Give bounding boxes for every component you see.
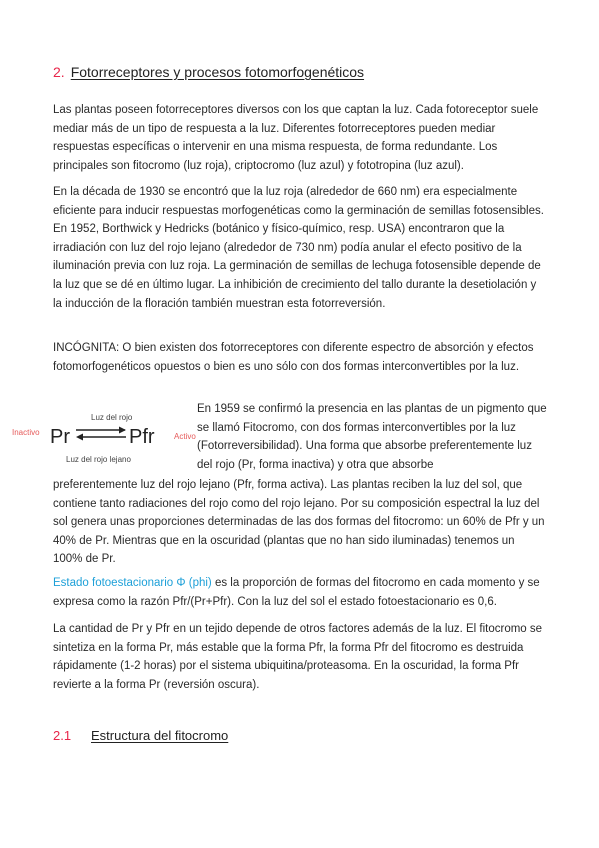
far-red-light-label: Luz del rojo lejano xyxy=(66,455,131,464)
subsection-title: Estructura del fitocromo xyxy=(91,728,229,743)
subsection-number: 2.1 xyxy=(53,728,72,743)
paragraph-incognita: INCÓGNITA: O bien existen dos fotorreceptores con diferente espectro de absorción y efectos fotomorfogenéticos opuestos o bien es uno sólo con dos formas interconvertibles por la luz. xyxy=(53,342,534,373)
photostationary-definition: es la proporción de formas del fitocromo en cada momento y se expresa como la razón Pfr/(Pr+Pfr). Con la luz del sol el estado fotoestacionario es 0,6. xyxy=(53,577,540,608)
forward-arrow-icon xyxy=(76,427,126,434)
paragraph-history: En la década de 1930 se encontró que la luz roja (alrededor de 660 nm) era especialmente eficiente para inducir respuestas morfogenéticas como la germinación de semillas fotosensibles. En 1952, Borthwick y Hedricks (botánico y físico-químico, resp. USA) encontraron que la irradiación con luz del rojo lejano (alrededor de 730 nm) podía anular el efecto positivo de la iluminación previa con luz roja. La germinación de semillas de lechuga fotosensible depende de la luz que se dé en último lugar. La inhibición de crecimiento del tallo durante la desetiolación y la inducción de la floración también muestran esta fotorreversión. xyxy=(53,186,544,310)
section-heading xyxy=(53,64,364,80)
red-light-label: Luz del rojo xyxy=(91,413,133,422)
section-number: 2. xyxy=(53,64,65,80)
pfr-form-label: Pfr xyxy=(129,426,155,448)
section-title: Fotorreceptores y procesos fotomorfogenéticos xyxy=(70,64,365,80)
inactive-label: Inactivo xyxy=(12,428,40,437)
phytochrome-conversion-diagram xyxy=(12,410,202,472)
photostationary-term: Estado fotoestacionario Φ (phi) xyxy=(53,577,212,589)
paragraph-pr-pfr-quantity: La cantidad de Pr y Pfr en un tejido depende de otros factores además de la luz. El fitocromo se sintetiza en la forma Pr, más estable que la forma Pfr, la forma Pfr del fitocromo es destruida rápidamente (1-2 horas) por el sistema ubiquitina/proteasoma. En la oscuridad, la forma Pfr revierte a la forma Pr (reversión oscura). xyxy=(53,623,543,691)
reverse-arrow-icon xyxy=(76,434,126,441)
paragraph-photoreceptors: Las plantas poseen fotorreceptores diversos con los que captan la luz. Cada fotoreceptor suele mediar más de un tipo de respuesta a la luz. Diferentes fotorreceptores pueden mediar respuestas específicas o intervenir en una misma respuesta, de forma redundante. Los principales son fitocromo (luz roja), criptocromo (luz azul) y fototropina (luz azul). xyxy=(53,104,539,172)
paragraph-phytochrome-discovery: En 1959 se confirmó la presencia en las plantas de un pigmento que se llamó Fitocromo, con dos formas interconvertibles por la luz (Fotorreversibilidad). Una forma que absorbe preferentemente luz del rojo (Pr, forma inactiva) y otra que absorbe xyxy=(197,403,547,471)
paragraph-phytochrome-forms: preferentemente luz del rojo lejano (Pfr, forma activa). Las plantas reciben la luz del sol, que contiene tanto radiaciones del rojo como del rojo lejano. Por su composición espectral la luz del sol genera unas proporciones determinadas de las dos formas del fitocromo: un 60% de Pfr y un 40% de Pr. Mientras que en la oscuridad (plantas que no han sido iluminadas) tenemos un 100% de Pr. xyxy=(53,479,545,566)
paragraph-photostationary-state xyxy=(53,574,547,611)
subsection-heading xyxy=(53,728,228,743)
active-label: Activo xyxy=(174,432,196,441)
pr-form-label: Pr xyxy=(50,426,70,448)
